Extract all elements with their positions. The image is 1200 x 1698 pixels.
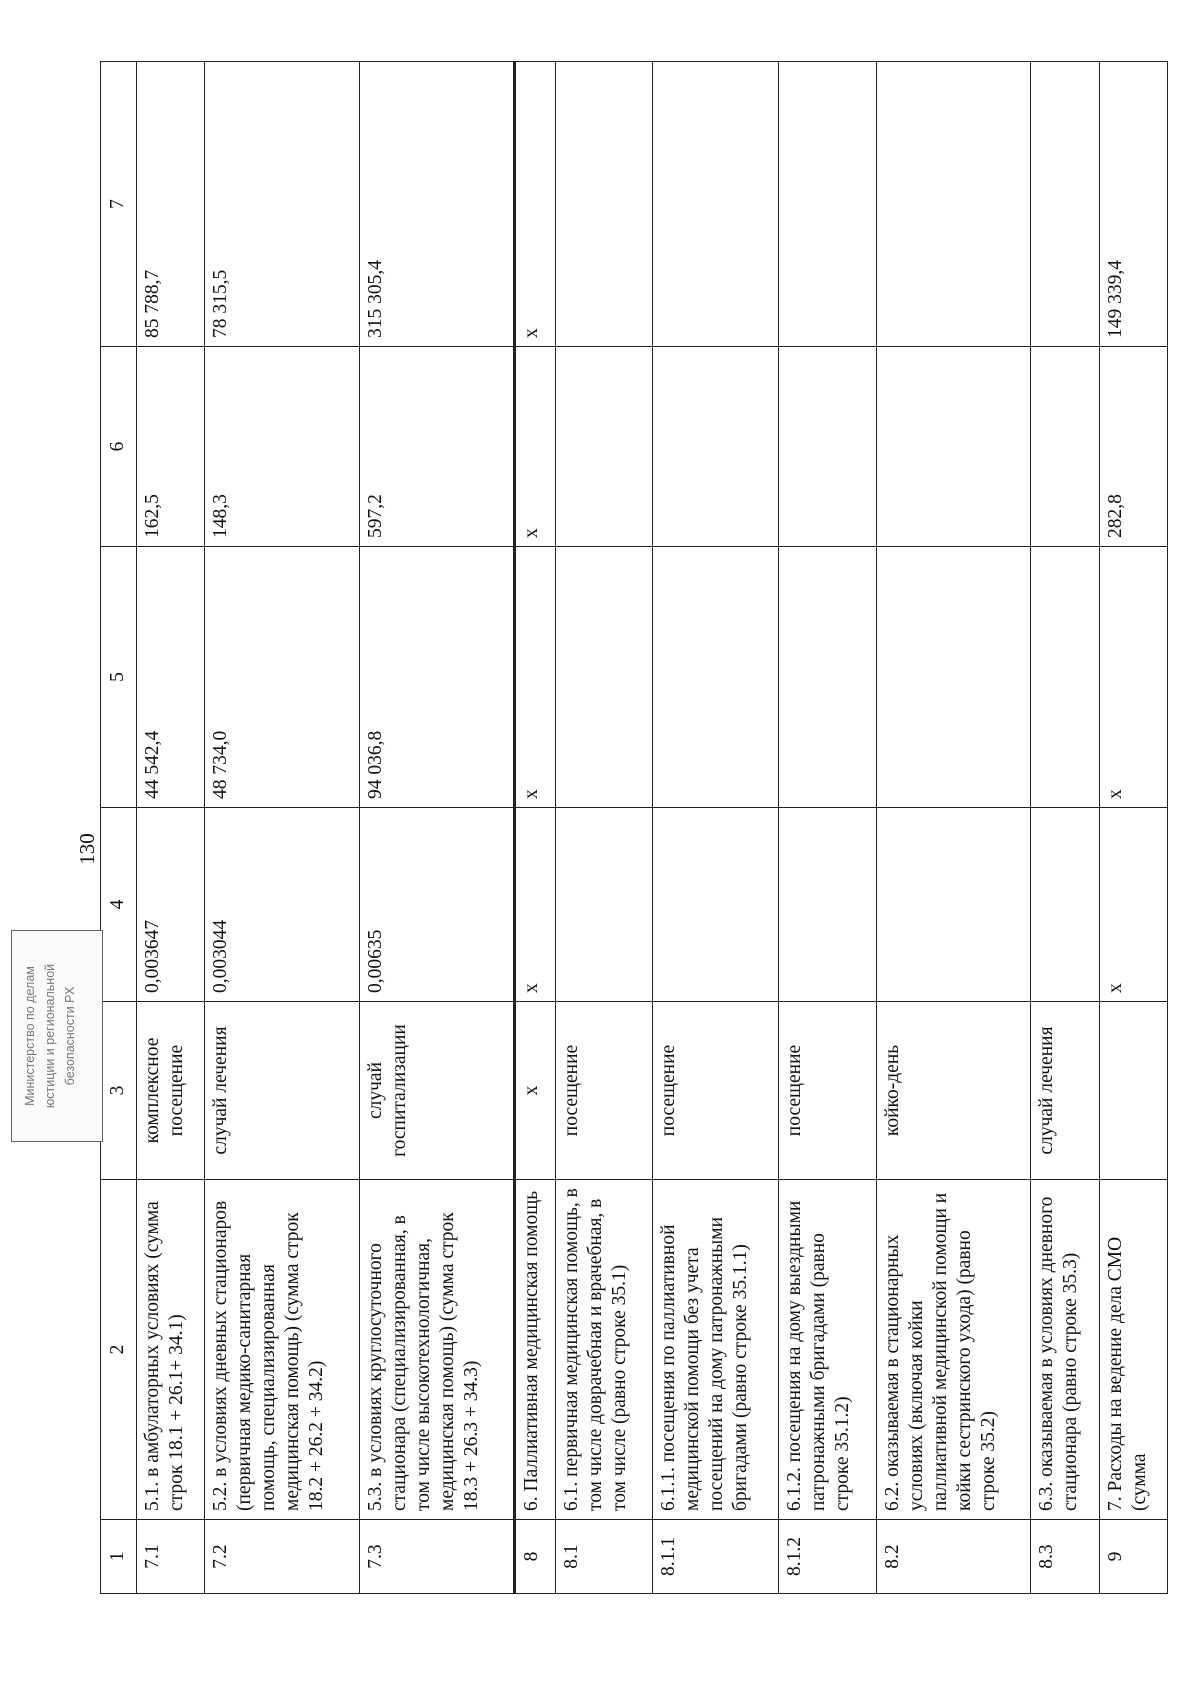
- column-header: 2: [101, 1180, 137, 1520]
- row-norm: х: [1099, 808, 1167, 1002]
- row-per-capita: [876, 347, 1030, 547]
- row-unit: койко-день: [876, 1002, 1030, 1180]
- table-row: [1099, 62, 1167, 1594]
- row-description: 6. Паллиативная медицинская помощь: [515, 1180, 556, 1520]
- row-code: 8: [515, 1520, 556, 1594]
- stamp-line: безопасности РХ: [63, 986, 77, 1086]
- row-unit: посещение: [653, 1002, 779, 1180]
- row-cost: [653, 547, 779, 808]
- row-code: 8.3: [1031, 1520, 1099, 1594]
- table-row: [1031, 62, 1099, 1594]
- table-row: [359, 62, 515, 1594]
- table-row: [515, 62, 556, 1594]
- row-per-capita: [1031, 347, 1099, 547]
- row-description: 5.3. в условиях круглосуточного стационара (специализированная, в том числе высокотехнологичная, медицинская помощь) (сумма строк 18.3 + 26.3 + 34.3): [359, 1180, 515, 1520]
- row-unit: х: [515, 1002, 556, 1180]
- row-unit: случай лечения: [205, 1002, 359, 1180]
- row-per-capita: х: [515, 347, 556, 547]
- row-total: [778, 62, 876, 347]
- row-norm: 0,003044: [205, 808, 359, 1002]
- row-unit: комплексное посещение: [136, 1002, 204, 1180]
- stamp-line: юстиции и региональной: [43, 963, 57, 1109]
- table-row: [653, 62, 779, 1594]
- row-unit: [1099, 1002, 1167, 1180]
- column-header: 7: [101, 62, 137, 347]
- row-description: 6.1.1. посещения по паллиативной медицинской помощи без учета посещений на дому патронажными бригадами (равно строке 35.1.1): [653, 1180, 779, 1520]
- row-cost: [556, 547, 653, 808]
- row-total: [653, 62, 779, 347]
- row-cost: 48 734,0: [205, 547, 359, 808]
- stamp-line: Министерство по делам: [23, 966, 37, 1106]
- row-total: 85 788,7: [136, 62, 204, 347]
- row-description: 5.1. в амбулаторных условиях (сумма строк 18.1 + 26.1+ 34.1): [136, 1180, 204, 1520]
- registration-stamp: [11, 930, 103, 1142]
- row-code: 8.1.2: [778, 1520, 876, 1594]
- row-unit: посещение: [778, 1002, 876, 1180]
- row-total: х: [515, 62, 556, 347]
- row-per-capita: [778, 347, 876, 547]
- row-unit: посещение: [556, 1002, 653, 1180]
- row-per-capita: [653, 347, 779, 547]
- row-total: [556, 62, 653, 347]
- table-row: [778, 62, 876, 1594]
- row-code: 7.3: [359, 1520, 515, 1594]
- row-description: 5.2. в условиях дневных стационаров (первичная медико-санитарная помощь, специализированная медицинская помощь) (сумма строк 18.2 + 26.2 + 34.2): [205, 1180, 359, 1520]
- row-cost: [1031, 547, 1099, 808]
- row-total: 78 315,5: [205, 62, 359, 347]
- column-header: 6: [101, 347, 137, 547]
- row-code: 7.2: [205, 1520, 359, 1594]
- row-total: 315 305,4: [359, 62, 515, 347]
- row-unit: случай лечения: [1031, 1002, 1099, 1180]
- row-description: 6.1. первичная медицинская помощь, в том числе доврачебная и врачебная, в том числе (равно строке 35.1): [556, 1180, 653, 1520]
- row-per-capita: 148,3: [205, 347, 359, 547]
- row-norm: 0,003647: [136, 808, 204, 1002]
- row-per-capita: 597,2: [359, 347, 515, 547]
- table-row: [876, 62, 1030, 1594]
- row-total: [1031, 62, 1099, 347]
- row-description: 6.3. оказываемая в условиях дневного стационара (равно строке 35.3): [1031, 1180, 1099, 1520]
- table-row: [205, 62, 359, 1594]
- row-norm: [876, 808, 1030, 1002]
- row-cost: х: [515, 547, 556, 808]
- row-description: 7. Расходы на ведение дела СМО (сумма: [1099, 1180, 1167, 1520]
- row-code: 8.1.1: [653, 1520, 779, 1594]
- row-unit: случай госпитализации: [359, 1002, 515, 1180]
- page-number: 130: [75, 833, 99, 865]
- column-header: 3: [101, 1002, 137, 1180]
- budget-table: [100, 61, 1168, 1594]
- row-per-capita: [556, 347, 653, 547]
- column-header: 1: [101, 1520, 137, 1594]
- row-norm: [556, 808, 653, 1002]
- row-cost: 94 036,8: [359, 547, 515, 808]
- table-row: [136, 62, 204, 1594]
- row-total: 149 339,4: [1099, 62, 1167, 347]
- row-cost: [778, 547, 876, 808]
- row-cost: 44 542,4: [136, 547, 204, 808]
- row-cost: [876, 547, 1030, 808]
- column-header: 5: [101, 547, 137, 808]
- row-per-capita: 282,8: [1099, 347, 1167, 547]
- row-description: 6.1.2. посещения на дому выездными патронажными бригадами (равно строке 35.1.2): [778, 1180, 876, 1520]
- row-code: 8.1: [556, 1520, 653, 1594]
- row-code: 9: [1099, 1520, 1167, 1594]
- column-header: 4: [101, 808, 137, 1002]
- table-header-row: [101, 62, 137, 1594]
- row-norm: [778, 808, 876, 1002]
- row-total: [876, 62, 1030, 347]
- row-norm: 0,00635: [359, 808, 515, 1002]
- row-code: 7.1: [136, 1520, 204, 1594]
- table-row: [556, 62, 653, 1594]
- row-description: 6.2. оказываемая в стационарных условиях (включая койки паллиативной медицинской помощи и койки сестринского ухода) (равно строке 35.2): [876, 1180, 1030, 1520]
- row-norm: [1031, 808, 1099, 1002]
- row-code: 8.2: [876, 1520, 1030, 1594]
- row-cost: х: [1099, 547, 1167, 808]
- row-per-capita: 162,5: [136, 347, 204, 547]
- row-norm: [653, 808, 779, 1002]
- row-norm: х: [515, 808, 556, 1002]
